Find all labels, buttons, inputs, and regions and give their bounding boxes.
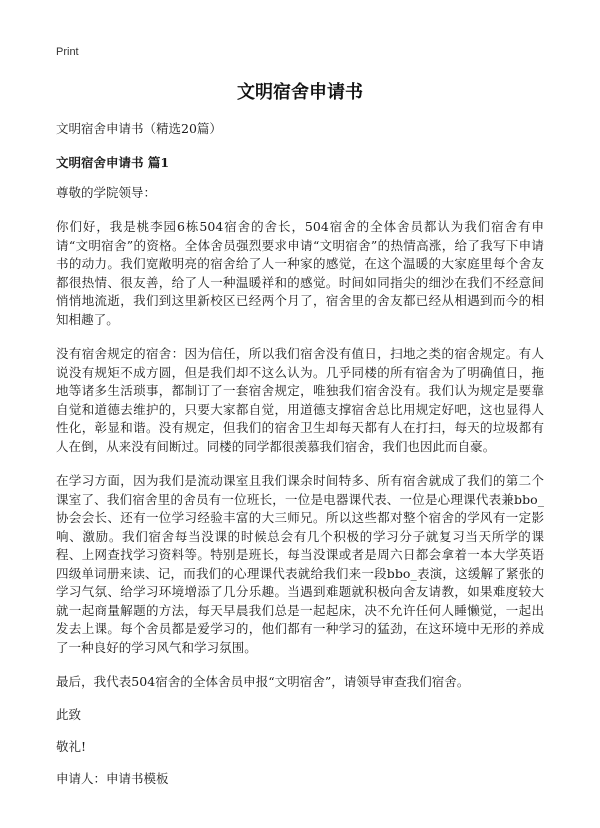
signature-line: 申请人：申请书模板: [56, 770, 169, 786]
body-paragraph-2: 没有宿舍规定的宿舍：因为信任，所以我们宿舍没有值日，扫地之类的宿舍规定。有人说没有规矩不成方圆，但是我们却不这么认为。几乎同楼的所有宿舍为了明确值日，拖地等诸多生活琐事，都制订了一套宿舍规定，唯独我们宿舍没有。我们认为规定是要靠自觉和道德去维护的，只要大家都自觉，用道德支撑宿舍总比用规定好吧，这也显得人性化，彰显和谐。没有规定，但我们的宿舍卫生却每天都有人在打扫，每天的垃圾都有人在倒，从来没有间断过。同楼的同学都很羡慕我们宿舍，我们也因此而自豪。: [56, 346, 544, 454]
closing-salutation: 此致: [56, 706, 82, 722]
closing-respect: 敬礼!: [56, 738, 87, 754]
document-subtitle: 文明宿舍申请书（精选20篇）: [56, 121, 222, 136]
letter-greeting: 尊敬的学院领导：: [56, 185, 157, 200]
body-paragraph-3: 在学习方面，因为我们是流动课室且我们课余时间特多、所有宿舍就成了我们的第二个课室了、我们宿舍里的舍员有一位班长，一位是电器课代表、一位是心理课代表兼bbo_协会会长、还有一位学习经验丰富的大三师兄。所以这些都对整个宿舍的学风有一定影响、激励。我们宿舍每当没课的时候总会有几个积极的学习分子就复习当天所学的课程、上网查找学习资料等。特别是班长，每当没课或者是周六日都会拿着一本大学英语四级单词册来读、记，而我们的心理课代表就给我们来一段bbo_表演，这缓解了紧张的学习气氛、给学习环境增添了几分乐趣。当遇到难题就积极向舍友请教，如果难度较大就一起商量解题的方法，每天早晨我们总是一起起床，决不允许任何人睡懒觉，一起出发去上课。每个舍员都是爱学习的，他们都有一种学习的猛劲，在这环境中无形的养成了一种良好的学习风气和学习氛围。: [56, 473, 544, 655]
print-label: Print: [56, 46, 79, 58]
body-paragraph-1: 你们好，我是桃李园6栋504宿舍的舍长，504宿舍的全体舍员都认为我们宿舍有申请“文明宿舍”的资格。全体舍员强烈要求申请“文明宿舍”的热情高涨，给了我写下申请书的动力。我们宽敞明亮的宿舍给了人一种家的感觉，在这个温暖的大家庭里每个舍友都很热情、很友善，给了人一种温暖祥和的感觉。时间如同指尖的细沙在我们不经意间悄悄地流逝，我们到这里新校区已经两个月了，宿舍里的舍友都已经从相遇到而今的相知相趣了。: [56, 219, 544, 327]
section-heading: 文明宿舍申请书 篇1: [56, 155, 170, 170]
document-title: 文明宿舍申请书: [237, 82, 363, 103]
body-paragraph-4: 最后，我代表504宿舍的全体舍员申报“文明宿舍”，请领导审查我们宿舍。: [56, 674, 470, 689]
